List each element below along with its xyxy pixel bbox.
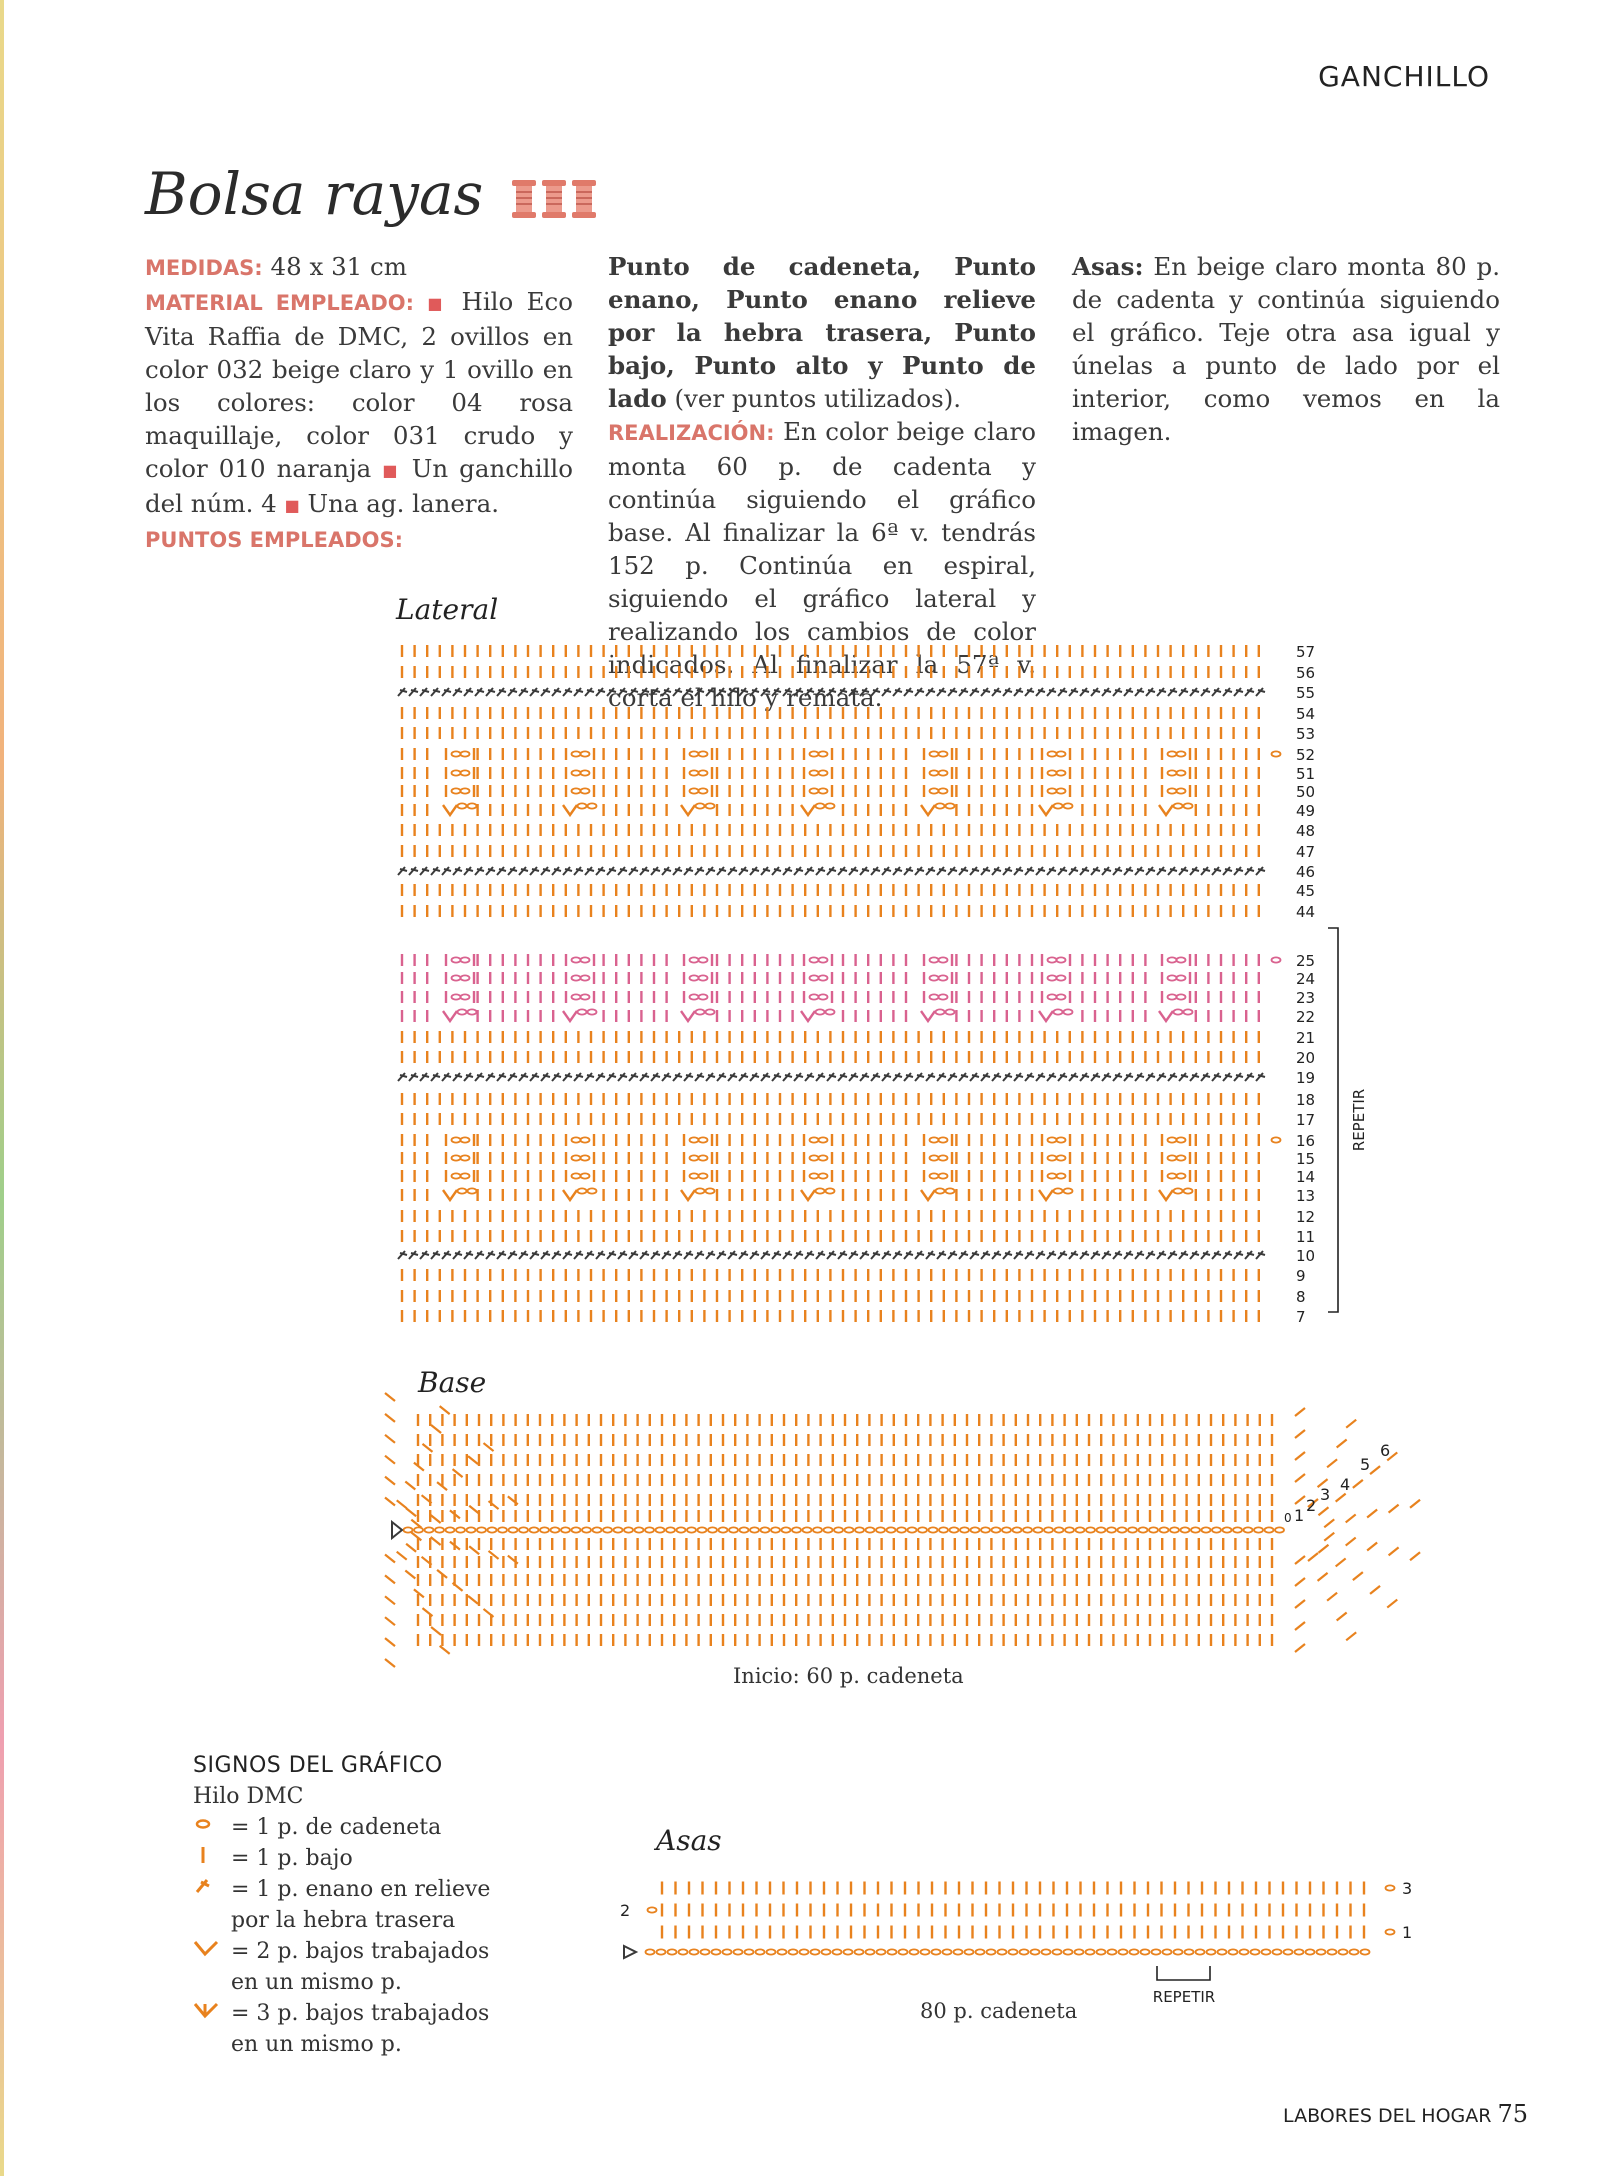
legend-text: = 1 p. bajo (231, 1846, 353, 1871)
asas-chart (624, 1882, 1395, 1959)
page-footer (1283, 2100, 1528, 2128)
bullet-square-icon: ■ (382, 461, 401, 480)
base-caption: Inicio: 60 p. cadeneta (733, 1664, 964, 1688)
asas-caption: 80 p. cadeneta (920, 1999, 1078, 2023)
row-number-label: 57 (1296, 643, 1316, 661)
legend-title: SIGNOS DEL GRÁFICO (193, 1753, 443, 1778)
realizacion-value: En color beige claro monta 60 p. de cadenta y continúa siguiendo el gráfico base. Al finalizar la 6ª v. tendrás 152 p. Continúa en espiral, siguiendo el gráfico lateral y realizando los cambios de color indicados. Al finalizar la 57ª v. corta el hilo y remata. (608, 417, 1036, 712)
row-number-label: 17 (1296, 1111, 1316, 1129)
row-number-label: 24 (1296, 970, 1316, 988)
puntos-rest: (ver puntos utilizados). (674, 384, 962, 413)
row-number-label: 13 (1296, 1187, 1316, 1205)
realizacion-label: REALIZACIÓN: (608, 421, 775, 445)
row-number-label: 50 (1296, 783, 1316, 801)
row-number-label: 11 (1296, 1228, 1316, 1246)
row-number-label: 49 (1296, 802, 1316, 820)
row-number-label: 2 (620, 1901, 631, 1920)
repeat-label: REPETIR (1350, 1088, 1368, 1152)
bullet-square-icon: ■ (427, 294, 449, 313)
material-label: MATERIAL EMPLEADO: (145, 291, 414, 315)
round-number-label: 2 (1306, 1496, 1317, 1515)
row-number-label: 44 (1296, 903, 1316, 921)
row-number-label: 8 (1296, 1288, 1306, 1306)
asas-value: En beige claro monta 80 p. de cadenta y continúa siguiendo el gráfico. Teje otra asa igual y únelas a punto de lado por el interior, como vemos en la imagen. (1072, 252, 1500, 446)
chart-labels (620, 643, 1412, 2006)
repeat-label: REPETIR (1152, 1988, 1216, 2006)
row-number-label: 23 (1296, 989, 1316, 1007)
legend-text-2: en un mismo p. (231, 1970, 402, 1995)
row-number-label: 56 (1296, 664, 1316, 682)
row-number-label: 7 (1296, 1308, 1306, 1326)
puntos-bold: Punto de cadeneta, Punto enano, Punto enano relieve por la hebra trasera, Punto bajo, Punto alto y Punto de lado (608, 252, 1036, 413)
base-chart (385, 1393, 1420, 1667)
material-item-3: Una ag. lanera. (307, 489, 499, 518)
asas-chart-title: Asas (656, 1824, 722, 1857)
row-number-label: 16 (1296, 1132, 1316, 1150)
row-number-label: 22 (1296, 1008, 1316, 1026)
row-number-label: 51 (1296, 765, 1316, 783)
row-number-label: 12 (1296, 1208, 1316, 1226)
three-sc-increase-icon (193, 1998, 231, 2029)
two-sc-increase-icon (193, 1936, 231, 1967)
row-number-label: 55 (1296, 684, 1316, 702)
asas-label: Asas: (1072, 252, 1144, 281)
round-number-label: 4 (1340, 1475, 1351, 1494)
legend-text: = 2 p. bajos trabajados (231, 1939, 490, 1964)
legend-item (193, 1874, 490, 1905)
row-number-label: 10 (1296, 1247, 1316, 1265)
row-number-label: 53 (1296, 725, 1316, 743)
repeat-bracket (1328, 928, 1338, 1312)
slip-stitch-relief-icon (193, 1874, 231, 1905)
round-start-label: 0 (1284, 1511, 1292, 1525)
puntos-label: PUNTOS EMPLEADOS: (145, 528, 404, 552)
material-item-2: Un ganchillo del núm. 4 (145, 454, 573, 518)
row-number-label: 1 (1402, 1923, 1413, 1942)
medidas-value: 48 x 31 cm (270, 252, 407, 281)
legend-item (193, 1998, 490, 2029)
round-number-label: 3 (1320, 1485, 1331, 1504)
row-number-label: 47 (1296, 843, 1316, 861)
single-crochet-icon (193, 1843, 231, 1874)
legend-text-2: en un mismo p. (231, 2032, 402, 2057)
start-arrow (392, 1522, 402, 1538)
section-label: GANCHILLO (1318, 60, 1490, 93)
row-number-label: 21 (1296, 1029, 1316, 1047)
legend-subtitle: Hilo DMC (193, 1784, 304, 1809)
medidas-label: MEDIDAS: (145, 256, 263, 280)
row-number-label: 9 (1296, 1267, 1306, 1285)
row-number-label: 20 (1296, 1049, 1316, 1067)
round-number-label: 6 (1380, 1441, 1391, 1460)
start-arrow (624, 1946, 636, 1958)
row-number-label: 52 (1296, 746, 1316, 764)
page-number: 75 (1497, 2100, 1528, 2128)
row-number-label: 48 (1296, 822, 1316, 840)
base-chart-title: Base (418, 1366, 487, 1399)
row-number-label: 19 (1296, 1069, 1316, 1087)
magazine-name: LABORES DEL HOGAR (1283, 2105, 1492, 2127)
legend-text: = 1 p. de cadeneta (231, 1815, 442, 1840)
legend-text-2: por la hebra trasera (231, 1908, 456, 1933)
row-number-label: 15 (1296, 1150, 1316, 1168)
lateral-chart (398, 645, 1281, 1322)
row-number-label: 14 (1296, 1168, 1316, 1186)
legend-item (193, 1936, 490, 1967)
row-number-label: 3 (1402, 1879, 1413, 1898)
bullet-square-icon: ■ (284, 496, 300, 515)
legend-text: = 3 p. bajos trabajados (231, 2001, 490, 2026)
round-number-label: 1 (1294, 1506, 1305, 1525)
row-number-label: 18 (1296, 1091, 1316, 1109)
round-number-label: 5 (1360, 1455, 1371, 1474)
row-number-label: 45 (1296, 882, 1316, 900)
lateral-chart-title: Lateral (396, 593, 499, 626)
repeat-bracket (1157, 1966, 1210, 1980)
title-text: Bolsa rayas (145, 160, 484, 228)
legend-text: = 1 p. enano en relieve (231, 1877, 491, 1902)
row-number-label: 54 (1296, 705, 1316, 723)
legend-item (193, 1812, 490, 1843)
row-number-label: 46 (1296, 863, 1316, 881)
chart-legend (193, 1750, 490, 2060)
row-number-label: 25 (1296, 952, 1316, 970)
material-item-1: Hilo Eco Vita Raffia de DMC, 2 ovillos en color 032 beige claro y 1 ovillo en los colores: color 04 rosa maquillaje, color 031 crudo y color 010 naranja (145, 287, 573, 483)
chain-stitch-icon (193, 1812, 231, 1843)
legend-item (193, 1843, 490, 1874)
